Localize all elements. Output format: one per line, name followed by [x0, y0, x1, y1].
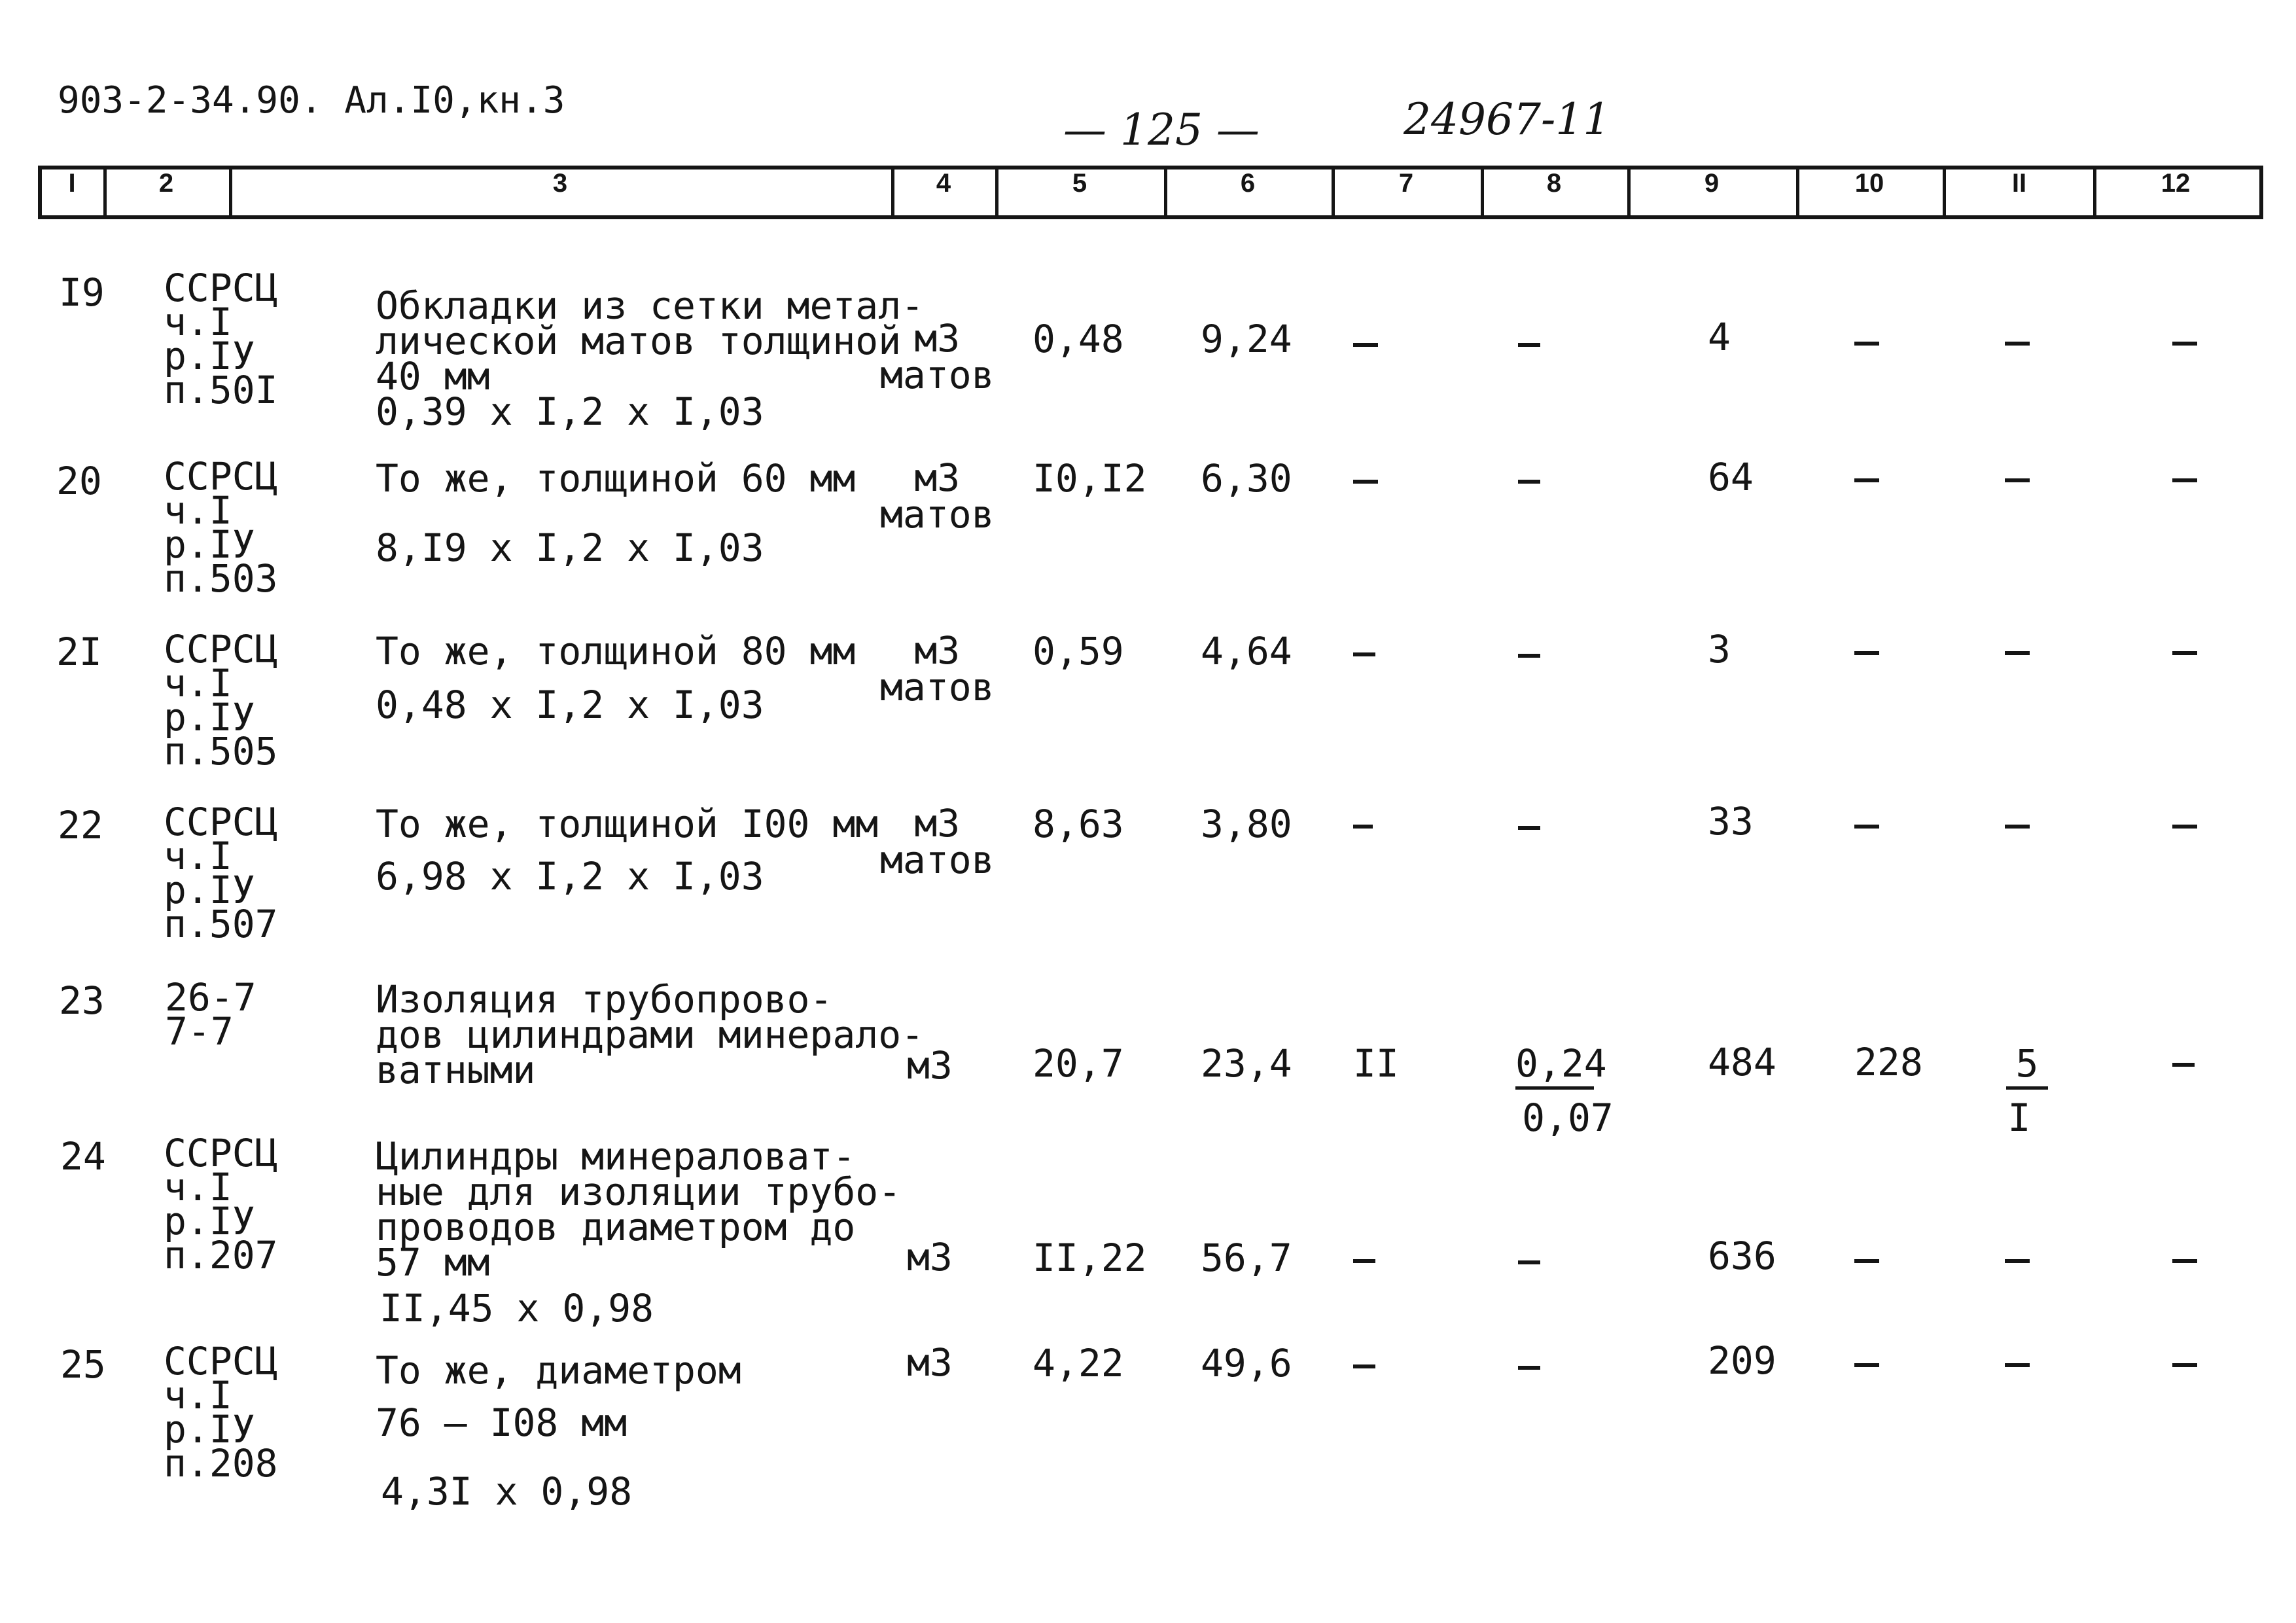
col9-value: 64 — [1708, 455, 1754, 499]
row-number: 2I — [56, 630, 102, 674]
col9-value: 209 — [1708, 1338, 1776, 1383]
col11-dash — [2005, 825, 2030, 829]
column-header-divider — [1627, 166, 1631, 219]
col12-dash — [2172, 1363, 2197, 1367]
column-number-8: 8 — [1546, 169, 1562, 198]
col6-value: 4,64 — [1201, 629, 1292, 673]
row-number: 25 — [60, 1342, 106, 1387]
col6-value: 3,80 — [1201, 802, 1292, 846]
col9-value: 3 — [1708, 627, 1731, 671]
col5-value: I0,I2 — [1033, 456, 1147, 501]
col5-value: 4,22 — [1033, 1341, 1124, 1385]
row-number: 23 — [59, 978, 105, 1023]
unit-cell: м3 — [907, 1235, 953, 1279]
item-calculation: 4,3I x 0,98 — [381, 1469, 633, 1514]
col12-dash — [2172, 1063, 2195, 1067]
col10-dash — [1854, 342, 1879, 346]
col7-dash — [1353, 480, 1378, 484]
col7-dash — [1353, 1364, 1375, 1368]
unit-cell: м3 — [907, 1043, 953, 1088]
col10-dash — [1854, 1363, 1879, 1367]
col12-dash — [2172, 651, 2197, 655]
item-description: То же, диаметром 76 – I08 мм — [376, 1348, 741, 1445]
unit-cell: м3 матов — [880, 455, 995, 537]
col11-dash — [2005, 651, 2030, 655]
col7-dash — [1353, 825, 1373, 829]
col11-dash — [2005, 1363, 2030, 1367]
col5-value: 0,48 — [1033, 317, 1124, 361]
col10-value: 228 — [1854, 1040, 1923, 1084]
column-header-divider — [2093, 166, 2096, 219]
page-number: — 125 — — [1063, 105, 1260, 155]
row-number: 22 — [58, 803, 103, 847]
column-number-1: I — [68, 169, 76, 198]
column-header-divider — [1332, 166, 1335, 219]
column-number-7: 7 — [1398, 169, 1414, 198]
column-number-3: 3 — [552, 169, 568, 198]
col6-value: 49,6 — [1201, 1341, 1292, 1385]
item-description: То же, толщиной 60 мм — [376, 456, 856, 501]
column-header-frame — [38, 166, 2263, 219]
column-header-divider — [1164, 166, 1167, 219]
col11-numerator: 5 — [2006, 1044, 2048, 1090]
unit-cell: м3 матов — [880, 628, 995, 709]
row-number: 20 — [56, 459, 102, 503]
col12-dash — [2172, 478, 2197, 482]
col12-dash — [2172, 825, 2197, 829]
col10-dash — [1854, 825, 1879, 829]
col11-dash — [2005, 1259, 2030, 1263]
col11-denominator: I — [2007, 1096, 2031, 1140]
unit-cell: м3 матов — [880, 316, 995, 397]
column-header-divider — [1481, 166, 1484, 219]
item-calculation: 0,39 x I,2 x I,03 — [376, 389, 764, 434]
column-number-6: 6 — [1240, 169, 1256, 198]
row-number: 24 — [60, 1134, 106, 1179]
col8-dash — [1518, 654, 1540, 658]
column-number-12: 12 — [2161, 169, 2191, 198]
col7-dash — [1353, 1259, 1375, 1263]
item-calculation: 8,I9 x I,2 x I,03 — [376, 526, 764, 570]
item-description: Изоляция трубопрово- дов цилиндрами минерало- ватными — [376, 977, 925, 1092]
document-code: 903-2-34.90. Ал.I0,кн.3 — [58, 79, 565, 122]
col5-value: 0,59 — [1033, 629, 1124, 673]
column-number-9: 9 — [1704, 169, 1720, 198]
column-number-5: 5 — [1072, 169, 1087, 198]
col9-value: 4 — [1708, 315, 1731, 359]
column-number-2: 2 — [158, 169, 174, 198]
item-description: То же, толщиной I00 мм — [376, 802, 879, 846]
column-header-divider — [103, 166, 107, 219]
col8-dash — [1518, 1366, 1540, 1370]
col11-dash — [2005, 342, 2030, 346]
col10-dash — [1854, 478, 1879, 482]
col8-dash — [1518, 1260, 1540, 1264]
reference-code: ССРСЦ ч.I р.IУ п.505 — [164, 627, 278, 774]
column-header-divider — [995, 166, 998, 219]
reference-code: 26-7 7-7 — [165, 975, 256, 1054]
reference-code: ССРСЦ ч.I р.IУ п.507 — [164, 800, 278, 946]
col6-value: 23,4 — [1201, 1041, 1292, 1086]
reference-code: ССРСЦ ч.I р.IУ п.503 — [164, 454, 278, 601]
item-description: Цилиндры минераловат- ные для изоляции трубо- проводов диаметром до 57 мм — [376, 1134, 902, 1285]
column-header-divider — [1796, 166, 1799, 219]
col9-value: 636 — [1708, 1234, 1776, 1278]
col6-value: 56,7 — [1201, 1236, 1292, 1280]
col7-dash — [1353, 343, 1378, 347]
reference-code: ССРСЦ ч.I р.IУ п.50I — [164, 266, 278, 412]
col11-fraction — [2006, 1041, 2052, 1140]
col7-dash — [1353, 652, 1375, 656]
col6-value: 9,24 — [1201, 317, 1292, 361]
row-number: I9 — [59, 270, 105, 315]
col10-dash — [1854, 651, 1879, 655]
column-number-10: 10 — [1854, 169, 1884, 198]
col12-dash — [2172, 342, 2197, 346]
item-calculation: II,45 x 0,98 — [380, 1286, 654, 1330]
col8-dash — [1518, 826, 1540, 830]
column-header-divider — [1943, 166, 1946, 219]
col5-value: 8,63 — [1033, 802, 1124, 846]
col9-value: 484 — [1708, 1040, 1776, 1084]
col12-dash — [2172, 1259, 2197, 1263]
col8-numerator: 0,24 — [1515, 1044, 1594, 1090]
col5-value: 20,7 — [1033, 1041, 1124, 1086]
col10-dash — [1854, 1259, 1879, 1263]
col8-dash — [1518, 343, 1540, 347]
col9-value: 33 — [1708, 799, 1754, 844]
column-header-divider — [891, 166, 894, 219]
column-number-11: II — [2011, 169, 2027, 198]
col8-dash — [1518, 480, 1540, 484]
col5-value: II,22 — [1033, 1236, 1147, 1280]
col6-value: 6,30 — [1201, 456, 1292, 501]
column-number-4: 4 — [936, 169, 951, 198]
column-header-divider — [229, 166, 232, 219]
item-calculation: 0,48 x I,2 x I,03 — [376, 683, 764, 727]
item-description: Обкладки из сетки метал- лической матов толщиной 40 мм — [376, 283, 925, 399]
col11-dash — [2005, 478, 2030, 482]
unit-cell: м3 матов — [880, 801, 995, 882]
col8-fraction — [1515, 1041, 1620, 1140]
item-calculation: 6,98 x I,2 x I,03 — [376, 854, 764, 899]
unit-cell: м3 — [907, 1340, 953, 1385]
col8-denominator: 0,07 — [1522, 1096, 1614, 1140]
item-description: То же, толщиной 80 мм — [376, 629, 856, 673]
reference-code: ССРСЦ ч.I р.IУ п.208 — [164, 1339, 278, 1486]
col7-value: II — [1353, 1041, 1399, 1086]
handwritten-code: 24967-11 — [1404, 94, 1611, 145]
reference-code: ССРСЦ ч.I р.IУ п.207 — [164, 1131, 278, 1277]
